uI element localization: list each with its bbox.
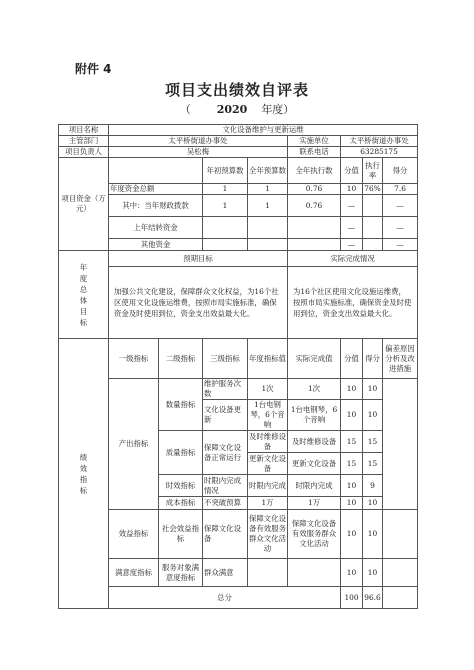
actual-goal-header: 实际完成情况 — [288, 251, 418, 267]
indicator-actual: 1次 — [288, 379, 341, 400]
indicator-target: 1台电钢琴，6个音响 — [248, 400, 288, 431]
project-name: 文化设备维护与更新运维 — [109, 125, 418, 136]
indicator-points: 10 — [363, 559, 383, 587]
indicator-points: 10 — [363, 400, 383, 431]
actual-goal-text: 为16个社区使用文化设施运维费，按照市局实施标准，确保资金及时使用到位，资金支出效益最大化。 — [288, 267, 418, 339]
satisfaction-sub-label: 服务对象满意度指标 — [159, 559, 203, 587]
total-label: 总分 — [109, 587, 341, 609]
indicator-target: 保障文化设备有效服务群众文化活动 — [248, 510, 288, 559]
level1-header: 一级指标 — [109, 339, 159, 379]
owner-value: 吴松梅 — [109, 147, 288, 158]
fund-row-score: — — [341, 195, 363, 217]
fund-row-initial: 1 — [203, 184, 248, 195]
indicator-name: 保障文化设备正常运行 — [203, 431, 248, 475]
score-header: 分值 — [341, 158, 363, 184]
level3-header: 三级指标 — [203, 339, 248, 379]
indicators-section-label: 绩效指标 — [79, 452, 88, 495]
fund-row-rate — [363, 239, 383, 251]
indicator-target: 及时维修设备 — [249, 431, 286, 451]
level2-header: 二级指标 — [159, 339, 203, 379]
year-value: 2020 — [216, 103, 248, 116]
indicators-section-cell — [59, 339, 109, 609]
indicator-score: 10 — [341, 475, 363, 497]
fund-row-score: — — [341, 239, 363, 251]
fund-row-exec: 0.76 — [288, 195, 341, 217]
year-suffix: 年度） — [261, 103, 295, 116]
expected-goal-text: 加强公共文化建设，保障群众文化权益，为16个社区使用文化设施运维费，按照市局实施标准，确保资金及时使用到位，资金支出效益最大化。 — [109, 267, 288, 339]
indicator-name: 维护服务次数 — [203, 379, 248, 400]
indicator-target: 1次 — [248, 379, 288, 400]
indicator-score: 10 — [341, 559, 363, 587]
attachment-label: 附件 4 — [75, 62, 112, 76]
expected-goal-header: 预期目标 — [109, 251, 288, 267]
fund-row-score: 10 — [341, 184, 363, 195]
owner-label: 项目负责人 — [59, 147, 109, 158]
fund-row-points: — — [383, 217, 418, 239]
fund-row-full: 1 — [248, 195, 288, 217]
full-budget-header: 全年预算数 — [248, 158, 288, 184]
target-header: 年度指标值 — [248, 339, 288, 379]
phone-value: 63285175 — [341, 147, 418, 158]
fund-row-points: 7.6 — [383, 184, 418, 195]
year-open-paren: （ — [179, 103, 191, 116]
indicator-score: 10 — [341, 379, 363, 400]
actual-header: 实际完成值 — [288, 339, 341, 379]
impl-unit-value: 太平桥街道办事处 — [341, 136, 418, 147]
indicator-actual — [288, 559, 341, 587]
indicator-target: 时限内完成 — [248, 475, 288, 497]
goals-section-cell — [59, 251, 109, 339]
indicator-score: 10 — [341, 400, 363, 431]
indicator-score: 15 — [341, 453, 363, 475]
indicator-name: 不突破预算 — [203, 497, 248, 510]
fund-row-initial — [203, 239, 248, 251]
indicator-actual: 时限内完成 — [288, 475, 341, 497]
fund-row-initial: 1 — [203, 195, 248, 217]
indicator-points: 9 — [363, 475, 383, 497]
points-header: 得分 — [363, 339, 383, 379]
goals-section-label: 年度总体目标 — [79, 262, 88, 327]
indicator-score: 10 — [341, 510, 363, 559]
reason-header: 偏差原因分析及改进措施 — [383, 339, 418, 379]
fund-row-exec: 0.76 — [288, 184, 341, 195]
initial-budget-header: 年初预算数 — [203, 158, 248, 184]
satisfaction-label: 满意度指标 — [109, 559, 159, 587]
indicator-actual: 1万 — [288, 497, 341, 510]
indicator-name: 文化设备更新 — [203, 400, 248, 431]
page-title: 项目支出绩效自评表 — [164, 81, 309, 99]
fund-row-initial — [203, 217, 248, 239]
fund-row-full — [248, 217, 288, 239]
fund-row-points: — — [383, 239, 418, 251]
indicator-name: 群众满意 — [203, 559, 248, 587]
indicator-target: 1万 — [248, 497, 288, 510]
output-label: 产出指标 — [109, 379, 159, 510]
indicator-actual: 1台电钢琴，6个音响 — [288, 400, 341, 431]
indicator-score: 10 — [341, 497, 363, 510]
fund-row-points: — — [383, 195, 418, 217]
indicator-target — [248, 559, 288, 587]
fund-row-label: 其他资金 — [109, 239, 203, 251]
year-line — [0, 101, 474, 117]
fund-row-label: 年度资金总额 — [109, 184, 203, 195]
fund-row-full: 1 — [248, 184, 288, 195]
social-benefit-label: 社会效益指标 — [159, 510, 203, 559]
fund-row-full — [248, 239, 288, 251]
indicator-actual: 及时维修设备 — [288, 431, 341, 453]
cost-label: 成本指标 — [159, 497, 203, 510]
exec-rate-header: 执行率 — [363, 158, 383, 184]
funds-section-label: 项目资金（万元） — [59, 158, 109, 251]
quality-label: 质量指标 — [159, 431, 203, 475]
total-score: 100 — [341, 587, 363, 609]
project-name-label: 项目名称 — [59, 125, 109, 136]
impl-unit-label: 实施单位 — [288, 136, 341, 147]
indicator-points: 15 — [363, 453, 383, 475]
indicator-points: 10 — [363, 497, 383, 510]
indicator-name: 时限内完成情况 — [203, 475, 248, 497]
quantity-label: 数量指标 — [159, 379, 203, 431]
indicator-points: 10 — [363, 379, 383, 400]
dept-value: 太平桥街道办事处 — [109, 136, 288, 147]
fund-row-score: — — [341, 217, 363, 239]
phone-label: 联系电话 — [288, 147, 341, 158]
indicator-target: 更新文化设备 — [249, 453, 286, 473]
benefit-label: 效益指标 — [109, 510, 159, 559]
total-points: 96.6 — [363, 587, 383, 609]
points-header: 得分 — [383, 158, 418, 184]
indicator-actual: 保障文化设备有效服务群众文化活动 — [288, 510, 341, 559]
fund-row-rate: 76% — [364, 184, 381, 193]
dept-label: 主管部门 — [59, 136, 109, 147]
indicator-points: 15 — [363, 431, 383, 453]
timeliness-label: 时效指标 — [159, 475, 203, 497]
self-evaluation-table — [58, 124, 418, 609]
fund-row-exec — [288, 239, 341, 251]
indicator-score: 15 — [341, 431, 363, 453]
indicator-points: 10 — [363, 510, 383, 559]
fund-row-rate — [363, 217, 383, 239]
fund-row-label: 其中：当年财政拨款 — [109, 195, 203, 217]
fund-row-rate — [363, 195, 383, 217]
indicator-name: 保障文化设备 — [203, 510, 248, 559]
fund-row-label: 上年结转资金 — [109, 217, 203, 239]
score-header: 分值 — [341, 339, 363, 379]
indicator-actual: 更新文化设备 — [288, 453, 341, 475]
full-exec-header: 全年执行数 — [288, 158, 341, 184]
fund-row-exec — [288, 217, 341, 239]
